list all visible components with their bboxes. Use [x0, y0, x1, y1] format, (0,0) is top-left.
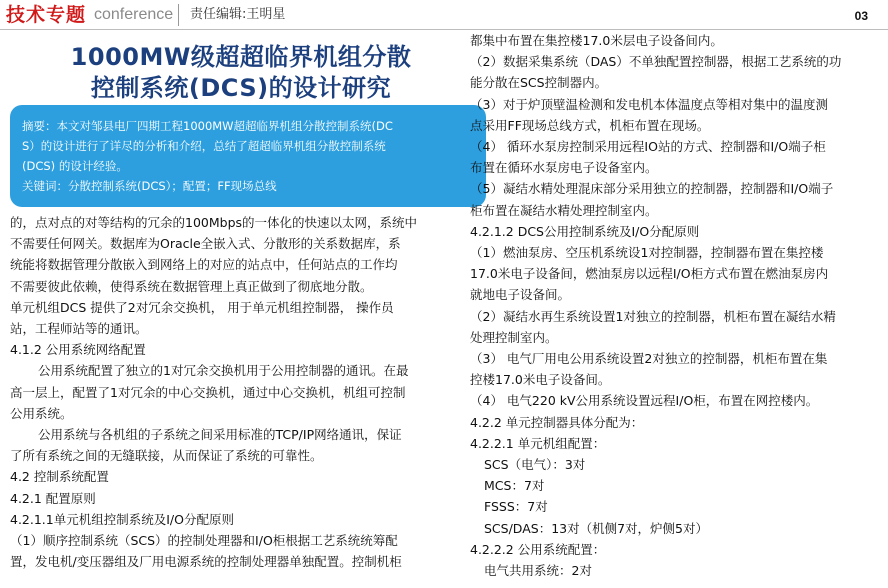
body-line: 处理控制室内。	[470, 329, 558, 345]
body-line: 单元机组DCS 提供了2对冗余交换机， 用于单元机组控制器， 操作员	[10, 299, 394, 315]
keywords: 关键词：分散控制系统(DCS）；配置；FF现场总线	[22, 179, 277, 193]
body-line: 点采用FF现场总线方式，机柜布置在现场。	[470, 117, 710, 133]
body-line: （5）凝结水精处理混床部分采用独立的控制器，控制器和I/O端子	[470, 181, 834, 197]
body-line: 公用系统与各机组的子系统之间采用标准的TCP/IP网络通讯，保证	[38, 427, 402, 443]
title-line-2: 控制系统(DCS)的设计研究	[90, 74, 392, 102]
title-line-1: 1000MW级超超临界机组分散	[70, 43, 412, 71]
body-line: 置，发电机/变压器组及厂用电源系统的控制处理器单独配置。控制机柜	[10, 554, 402, 570]
body-line: 柜布置在凝结水精处理控制室内。	[470, 202, 658, 218]
body-line: 不需要任何网关。数据库为Oracle全嵌入式、分散形的关系数据库，系	[10, 236, 401, 252]
abstract-line: (DCS) 的设计经验。	[22, 159, 128, 173]
right-column	[470, 30, 882, 581]
section-heading: 4.2.1.2 DCS公用控制系统及I/O分配原则	[470, 223, 700, 239]
list-item: FSSS：7对	[484, 499, 548, 515]
section-subtitle: conference	[94, 6, 174, 23]
body-line: （4） 循环水泵房控制采用远程IO站的方式、控制器和I/O端子柜	[470, 139, 826, 155]
body-line: 都集中布置在集控楼17.0米层电子设备间内。	[470, 33, 723, 48]
body-line: （1）燃油泵房、空压机系统设1对控制器，控制器布置在集控楼	[470, 245, 824, 261]
body-line: （2）数据采集系统（DAS）不单独配置控制器，根据工艺系统的功	[470, 54, 842, 70]
body-line: （2）凝结水再生系统设置1对独立的控制器，机柜布置在凝结水精	[470, 308, 836, 324]
body-line: 就地电子设备间。	[470, 287, 571, 303]
section-brand: 技术专题	[6, 4, 87, 26]
page-header	[0, 0, 888, 30]
page-number: 03	[854, 9, 868, 23]
section-heading: 4.2.1 配置原则	[10, 490, 96, 506]
editor-credit: 责任编辑:王明星	[190, 7, 286, 22]
section-heading: 4.2.2.1 单元机组配置：	[470, 435, 606, 451]
list-item: 电气共用系统：2对	[484, 563, 592, 579]
body-line: 的，点对点的对等结构的冗余的100Mbps的一体化的快速以太网，系统中	[10, 215, 418, 230]
body-line: 布置在循环水泵房电子设备室内。	[470, 160, 658, 176]
section-heading: 4.2 控制系统配置	[10, 469, 109, 485]
body-line: 能分散在SCS控制器内。	[470, 75, 608, 91]
list-item: SCS（电气）：3对	[484, 457, 586, 473]
body-line: （4） 电气220 kV公用系统设置远程I/O柜，布置在网控楼内。	[470, 393, 819, 409]
section-heading: 4.2.2 单元控制器具体分配为：	[470, 414, 644, 430]
abstract-box	[10, 105, 486, 207]
article-title	[10, 42, 472, 104]
list-item: MCS：7对	[484, 478, 545, 494]
abstract-line: S）的设计进行了详尽的分析和介绍，总结了超超临界机组分散控制系统	[22, 139, 386, 153]
list-item: SCS/DAS：13对（机侧7对，炉侧5对）	[484, 520, 709, 536]
abstract-line: 摘要：本文对邹县电厂四期工程1000MW超超临界机组分散控制系统(DC	[22, 119, 393, 133]
body-line: 控楼17.0米电子设备间。	[470, 372, 611, 388]
body-line: （3）对于炉顶壁温检测和发电机本体温度点等相对集中的温度测	[470, 96, 828, 112]
body-line: 了所有系统之间的无缝联接，从而保证了系统的可靠性。	[10, 448, 323, 464]
body-line: 不需要彼此依赖，使得系统在数据管理上真正做到了彻底地分散。	[10, 278, 373, 294]
body-line: （1）顺序控制系统（SCS）的控制处理器和I/O柜根据工艺系统统筹配	[10, 533, 398, 549]
body-line: （3） 电气厂用电公用系统设置2对独立的控制器，机柜布置在集	[470, 351, 828, 367]
body-line: 统能将数据管理分散嵌入到网络上的对应的站点中，任何站点的工作均	[10, 257, 398, 273]
header-divider	[178, 4, 179, 26]
body-line: 高一层上，配置了1对冗余的中心交换机，通过中心交换机，机组可控制	[10, 384, 406, 400]
left-column	[10, 212, 472, 572]
body-line: 站，工程师站等的通讯。	[10, 321, 148, 337]
section-heading: 4.1.2 公用系统网络配置	[10, 342, 146, 358]
section-heading: 4.2.1.1单元机组控制系统及I/O分配原则	[10, 511, 234, 527]
section-heading: 4.2.2.2 公用系统配置：	[470, 541, 606, 557]
body-line: 公用系统。	[10, 405, 73, 421]
body-line: 公用系统配置了独立的1对冗余交换机用于公用控制器的通讯。在最	[38, 363, 409, 379]
body-line: 17.0米电子设备间，燃油泵房以远程I/O柜方式布置在燃油泵房内	[470, 266, 829, 282]
